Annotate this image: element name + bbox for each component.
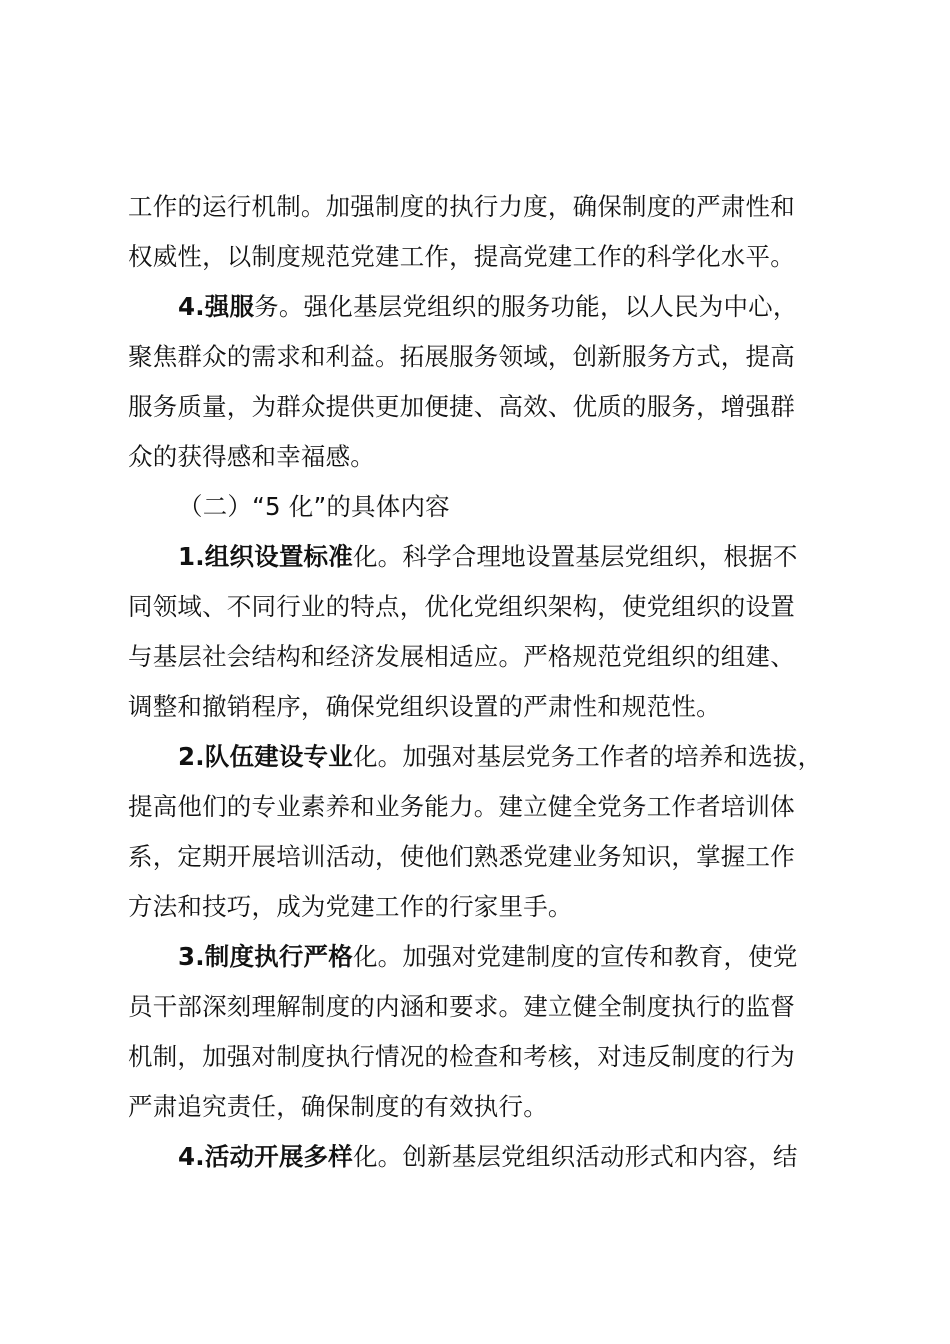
section-heading: （二）“5 化”的具体内容 xyxy=(178,492,450,521)
document-body xyxy=(128,182,840,1182)
text-line: 员干部深刻理解制度的内涵和要求。建立健全制度执行的监督 xyxy=(128,992,795,1021)
item-heading: 3.制度执行严格 xyxy=(178,942,353,971)
text-line: 方法和技巧，成为党建工作的行家里手。 xyxy=(128,892,573,921)
text-line: 与基层社会结构和经济发展相适应。严格规范党组织的组建、 xyxy=(128,642,795,671)
item-heading: 4.活动开展多样 xyxy=(178,1142,353,1171)
item-heading: 2.队伍建设专业 xyxy=(178,742,353,771)
text-line: 严肃追究责任，确保制度的有效执行。 xyxy=(128,1092,548,1121)
item-heading-line: 4.活动开展多样化。创新基层党组织活动形式和内容，结 xyxy=(178,1142,798,1171)
item-heading: 1.组织设置标准 xyxy=(178,542,353,571)
text-line: 机制，加强对制度执行情况的检查和考核，对违反制度的行为 xyxy=(128,1042,795,1071)
text-line: 提高他们的专业素养和业务能力。建立健全党务工作者培训体 xyxy=(128,792,795,821)
item-heading-line: 1.组织设置标准化。科学合理地设置基层党组织，根据不 xyxy=(178,542,798,571)
item-heading-line: 2.队伍建设专业化。加强对基层党务工作者的培养和选拔， xyxy=(178,742,823,771)
item-heading-line: 3.制度执行严格化。加强对党建制度的宣传和教育，使党 xyxy=(178,942,798,971)
item-heading-line: 4.强服务。强化基层党组织的服务功能，以人民为中心， xyxy=(178,292,798,321)
item-heading: 4.强服 xyxy=(178,292,255,321)
text-line: 聚焦群众的需求和利益。拓展服务领域，创新服务方式，提高 xyxy=(128,342,795,371)
text-line: 同领域、不同行业的特点，优化党组织架构，使党组织的设置 xyxy=(128,592,795,621)
text-line: 权威性，以制度规范党建工作，提高党建工作的科学化水平。 xyxy=(128,242,795,271)
text-line: 众的获得感和幸福感。 xyxy=(128,442,375,471)
text-line: 工作的运行机制。加强制度的执行力度，确保制度的严肃性和 xyxy=(128,192,795,221)
text-line: 服务质量，为群众提供更加便捷、高效、优质的服务，增强群 xyxy=(128,392,795,421)
text-line: 调整和撤销程序，确保党组织设置的严肃性和规范性。 xyxy=(128,692,721,721)
text-line: 系，定期开展培训活动，使他们熟悉党建业务知识，掌握工作 xyxy=(128,842,795,871)
